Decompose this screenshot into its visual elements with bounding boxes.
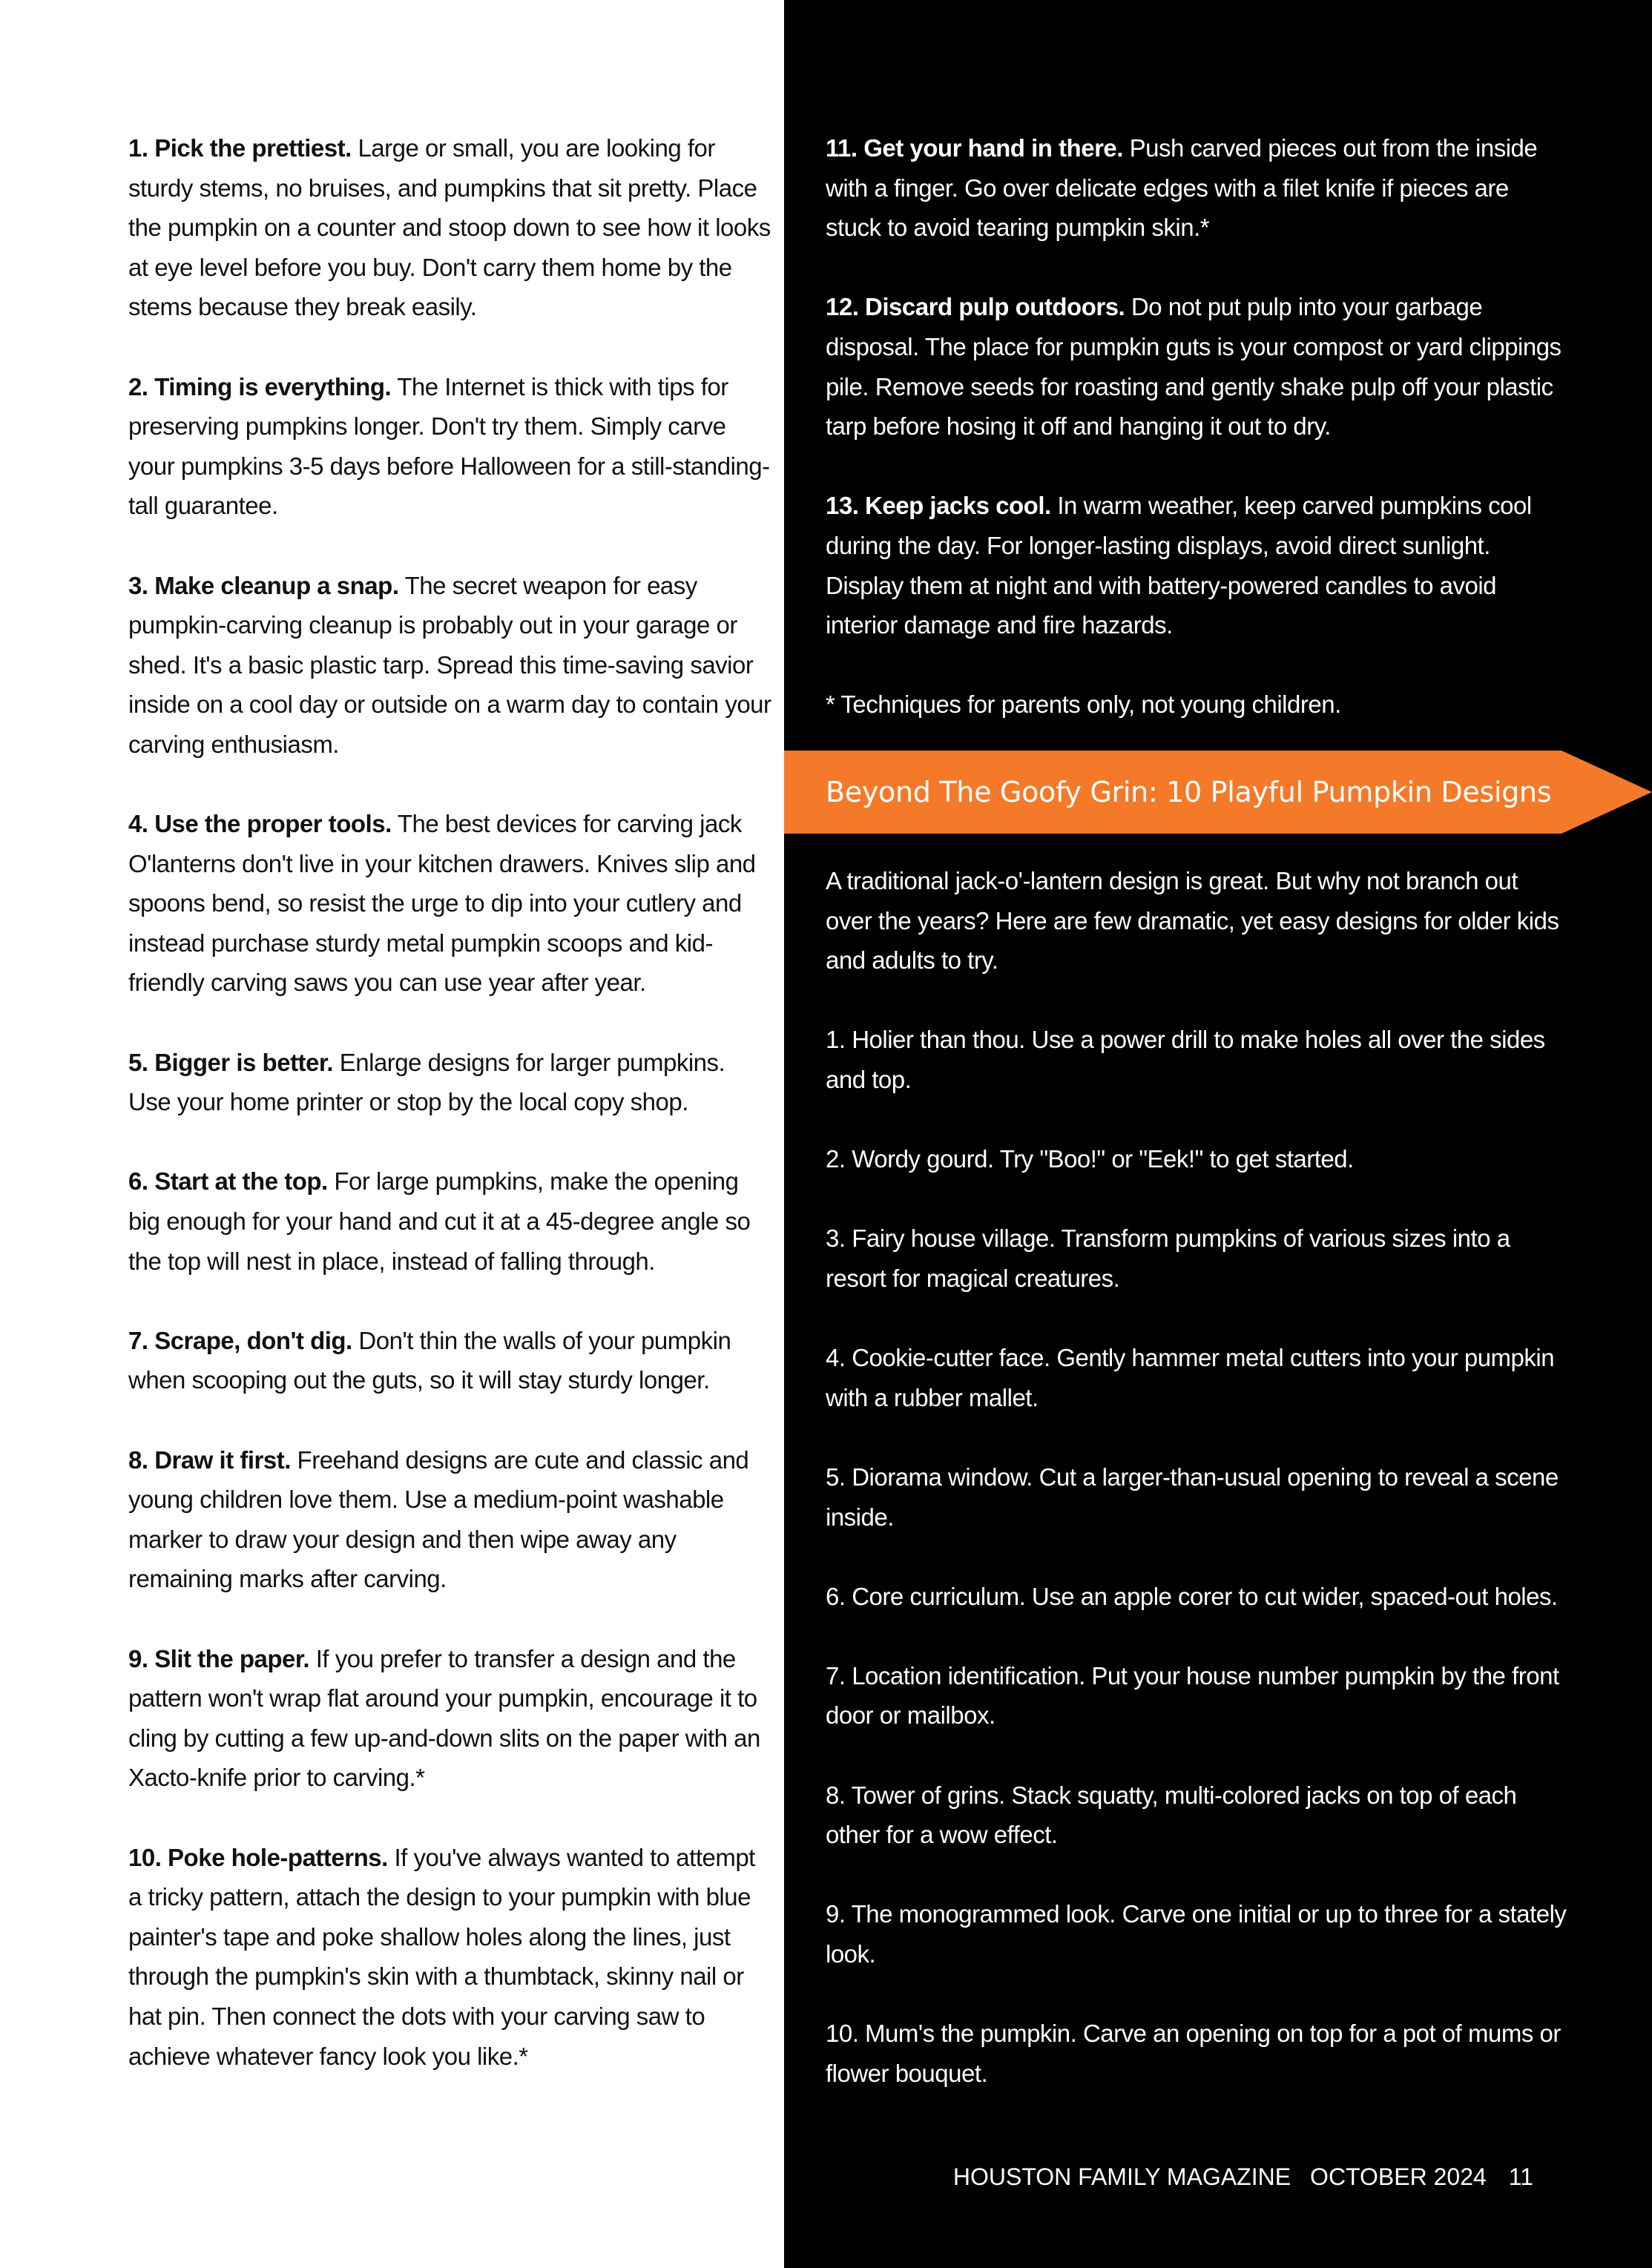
design-item-2: 2. Wordy gourd. Try "Boo!" or "Eek!" to get started. bbox=[826, 1145, 1354, 1173]
tip-body: The secret weapon for easy pumpkin-carving cleanup is probably out in your garage or shed. It's a basic plastic tarp. Spread this time-saving savior inside on a cool day or outside on a warm day to contain your carving enthusiasm. bbox=[128, 571, 771, 758]
design-item-6: 6. Core curriculum. Use an apple corer to cut wider, spaced-out holes. bbox=[826, 1582, 1558, 1610]
tip-title: 2. Timing is everything. bbox=[128, 372, 392, 400]
tip-title: 3. Make cleanup a snap. bbox=[128, 571, 399, 599]
tip-title: 12. Discard pulp outdoors. bbox=[826, 293, 1125, 321]
issue-date: OCTOBER 2024 bbox=[1310, 2163, 1487, 2190]
tip-7 bbox=[128, 1321, 774, 1400]
tip-body: If you've always wanted to attempt a tricky pattern, attach the design to your pumpkin with blue painter's tape and poke shallow holes along the lines, just through the pumpkin's skin with a thumbtack, skinny nail or hat pin. Then connect the dots with your carving saw to achieve whatever fancy look you like.* bbox=[128, 1843, 755, 2070]
design-item-1: 1. Holier than thou. Use a power drill to make holes all over the sides and top. bbox=[826, 1026, 1545, 1093]
section-banner bbox=[784, 751, 1652, 834]
tip-body: If you prefer to transfer a design and the pattern won't wrap flat around your pumpkin, encourage it to cling by cutting a few up-and-down slits on the paper with an Xacto-knife prior to carving.* bbox=[128, 1644, 760, 1792]
design-item-7: 7. Location identification. Put your house number pumpkin by the front door or mailbox. bbox=[826, 1661, 1559, 1730]
tip-body: Enlarge designs for larger pumpkins. Use your home printer or stop by the local copy shop. bbox=[128, 1048, 725, 1116]
tip-body: Large or small, you are looking for sturdy stems, no bruises, and pumpkins that sit pretty. Place the pumpkin on a counter and stoop down to see how it looks at eye level before you buy. Don't carry them home by the stems because they break easily. bbox=[128, 134, 771, 321]
tip-title: 6. Start at the top. bbox=[128, 1167, 328, 1196]
left-tips-column bbox=[128, 128, 774, 2116]
tip-title: 1. Pick the prettiest. bbox=[128, 134, 352, 162]
publication-name: HOUSTON FAMILY MAGAZINE bbox=[952, 2163, 1291, 2190]
tip-13 bbox=[826, 486, 1567, 645]
tip-body: In warm weather, keep carved pumpkins cool during the day. For longer-lasting displays, avoid direct sunlight. Display them at night and with battery-powered candles to avoid interior damage and fire hazards. bbox=[826, 492, 1532, 639]
tip-title: 5. Bigger is better. bbox=[128, 1048, 334, 1076]
tip-title: 13. Keep jacks cool. bbox=[826, 492, 1051, 520]
tip-title: 11. Get your hand in there. bbox=[826, 134, 1123, 162]
tip-1 bbox=[128, 128, 774, 327]
tip-6 bbox=[128, 1161, 774, 1281]
tip-12 bbox=[826, 287, 1567, 446]
section-title: Beyond The Goofy Grin: 10 Playful Pumpkin Designs bbox=[826, 776, 1552, 808]
tip-title: 8. Draw it first. bbox=[128, 1445, 291, 1474]
tip-title: 10. Poke hole-patterns. bbox=[128, 1843, 388, 1871]
design-item-10: 10. Mum's the pumpkin. Carve an opening on top for a pot of mums or flower bouquet. bbox=[826, 2020, 1561, 2087]
tip-title: 4. Use the proper tools. bbox=[128, 810, 392, 838]
tip-title: 7. Scrape, don't dig. bbox=[128, 1326, 352, 1354]
footnote: * Techniques for parents only, not young children. bbox=[826, 690, 1341, 719]
tip-body: Don't thin the walls of your pumpkin when scooping out the guts, so it will stay sturdy longer. bbox=[128, 1326, 731, 1394]
tip-title: 9. Slit the paper. bbox=[128, 1644, 310, 1672]
tip-body: For large pumpkins, make the opening big enough for your hand and cut it at a 45-degree angle so the top will nest in place, instead of falling through. bbox=[128, 1167, 751, 1275]
designs-column bbox=[826, 861, 1567, 2133]
section-intro: A traditional jack-o'-lantern design is great. But why not branch out over the years? Here are few dramatic, yet easy designs for older kids and adults to try. bbox=[826, 867, 1559, 975]
design-item-3: 3. Fairy house village. Transform pumpkins of various sizes into a resort for magical creatures. bbox=[826, 1224, 1510, 1292]
tip-9 bbox=[128, 1639, 774, 1798]
design-item-5: 5. Diorama window. Cut a larger-than-usual opening to reveal a scene inside. bbox=[826, 1463, 1559, 1531]
design-item-8: 8. Tower of grins. Stack squatty, multi-colored jacks on top of each other for a wow effect. bbox=[826, 1781, 1517, 1849]
page-number: 11 bbox=[1508, 2163, 1533, 2190]
design-item-9: 9. The monogrammed look. Carve one initial or up to three for a stately look. bbox=[826, 1900, 1567, 1968]
right-tips-column bbox=[826, 128, 1567, 765]
tip-body: Do not put pulp into your garbage disposal. The place for pumpkin guts is your compost or yard clippings pile. Remove seeds for roasting and gently shake pulp off your plastic tarp before hosing it off and hanging it out to dry. bbox=[826, 293, 1561, 441]
tip-body: Freehand designs are cute and classic and young children love them. Use a medium-point washable marker to draw your design and then wipe away any remaining marks after carving. bbox=[128, 1445, 749, 1593]
tip-10 bbox=[128, 1838, 774, 2077]
tip-8 bbox=[128, 1440, 774, 1599]
tip-body: Push carved pieces out from the inside with a finger. Go over delicate edges with a filet knife if pieces are stuck to avoid tearing pumpkin skin.* bbox=[826, 134, 1538, 242]
design-item-4: 4. Cookie-cutter face. Gently hammer metal cutters into your pumpkin with a rubber mallet. bbox=[826, 1344, 1555, 1411]
tip-3 bbox=[128, 566, 774, 765]
tip-11 bbox=[826, 128, 1567, 248]
tip-4 bbox=[128, 804, 774, 1003]
tip-body: The Internet is thick with tips for preserving pumpkins longer. Don't try them. Simply carve your pumpkins 3-5 days before Halloween for a still-standing-tall guarantee. bbox=[128, 372, 770, 520]
tip-body: The best devices for carving jack O'lanterns don't live in your kitchen drawers. Knives slip and spoons bend, so resist the urge to dip into your cutlery and instead purchase sturdy metal pumpkin scoops and kid-friendly carving saws you can use year after year. bbox=[128, 810, 756, 997]
page-footer bbox=[953, 2163, 1533, 2191]
tip-2 bbox=[128, 367, 774, 526]
tip-5 bbox=[128, 1043, 774, 1122]
